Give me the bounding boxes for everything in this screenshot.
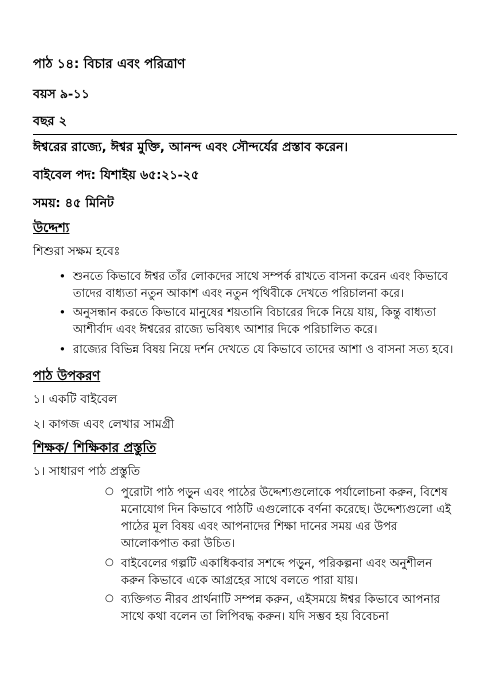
age-range: বয়স ৯-১১ <box>33 85 90 101</box>
material-item: ২। কাগজ এবং লেখার সামগ্রী <box>33 416 175 431</box>
teacher-prep-list <box>33 484 457 626</box>
objectives-intro: শিশুরা সক্ষম হবেঃ <box>33 244 121 259</box>
lesson-theme: ঈশ্বরের রাজ্যে, ঈশ্বর মুক্তি, আনন্দ এবং সৌন্দর্যের প্রস্তাব করেন। <box>33 134 457 156</box>
materials-heading: পাঠ উপকরণ <box>33 368 101 384</box>
circle-bullet-icon: ○ <box>105 593 114 605</box>
list-item: • শুনতে কিভাবে ঈশ্বর তাঁর লোকদের সাথে সম্পর্ক রাখতে বাসনা করেন এবং কিভাবে তাদের বাধ্যতা নতুন আকাশ এবং নতুন পৃথিবীকে দেখতে পরিচালনা করে। <box>59 268 448 300</box>
circle-bullet-icon: ○ <box>105 556 114 568</box>
list-item: ○ পুরোটা পাঠ পড়ুন এবং পাঠের উদ্দেশ্যগুলোকে পর্যালোচনা করুন, বিশেষ মনোযোগ দিন কিভাবে পাঠটি এগুলোকে বর্ণনা করেছে। উদ্দেশ্যগুলো এই পাঠের মূল বিষয় এবং আপনাদের শিক্ষা দানের সময় এর উপর আলোকপাত করা উচিত। <box>105 484 451 551</box>
bullet-icon: • <box>59 268 66 283</box>
year-label: বছর ২ <box>33 113 67 129</box>
circle-bullet-icon: ○ <box>105 485 114 497</box>
objectives-heading: উদ্দেশ্য <box>33 220 70 236</box>
list-item: ○ বাইবেলের গল্পটি একাধিকবার সশব্দে পড়ুন, পরিকল্পনা এবং অনুশীলন করুন কিভাবে একে আগ্রহের সাথে বলতে পারা যায়। <box>105 555 433 587</box>
teacher-prep-heading: শিক্ষক/ শিক্ষিকার প্রস্তুতি <box>33 440 157 456</box>
list-item: ○ ব্যক্তিগত নীরব প্রার্থনাটি সম্পন্ন করুন, এইসময়ে ঈশ্বর কিভাবে আপনার সাথে কথা বলেন তা লিপিবদ্ধ করুন। যদি সম্ভব হয় বিবেচনা <box>105 592 440 624</box>
bullet-icon: • <box>59 341 66 356</box>
bible-verse: বাইবেল পদ: যিশাইয় ৬৫:২১-২৫ <box>33 167 200 183</box>
lesson-title: পাঠ ১৪: বিচার এবং পরিত্রাণ <box>33 57 186 72</box>
list-item: • রাজ্যের বিভিন্ন বিষয় নিয়ে দর্শন দেখতে যে কিভাবে তাদের আশা ও বাসনা সত্য হবে। <box>73 341 457 358</box>
teacher-prep-subheading: ১। সাধারণ পাঠ প্রস্তুতি <box>33 464 141 479</box>
bullet-icon: • <box>59 305 66 320</box>
lesson-time: সময়: ৪৫ মিনিট <box>33 195 114 211</box>
list-item: • অনুসন্ধান করতে কিভাবে মানুষের শয়তানি বিচারের দিকে নিয়ে যায়, কিন্তু বাধ্যতা আশীর্বাদ এবং ঈশ্বরের রাজ্যে ভবিষ্যৎ আশার দিকে পরিচালিত করে। <box>59 305 436 337</box>
objectives-list <box>33 268 457 358</box>
material-item: ১। একটি বাইবেল <box>33 392 118 407</box>
